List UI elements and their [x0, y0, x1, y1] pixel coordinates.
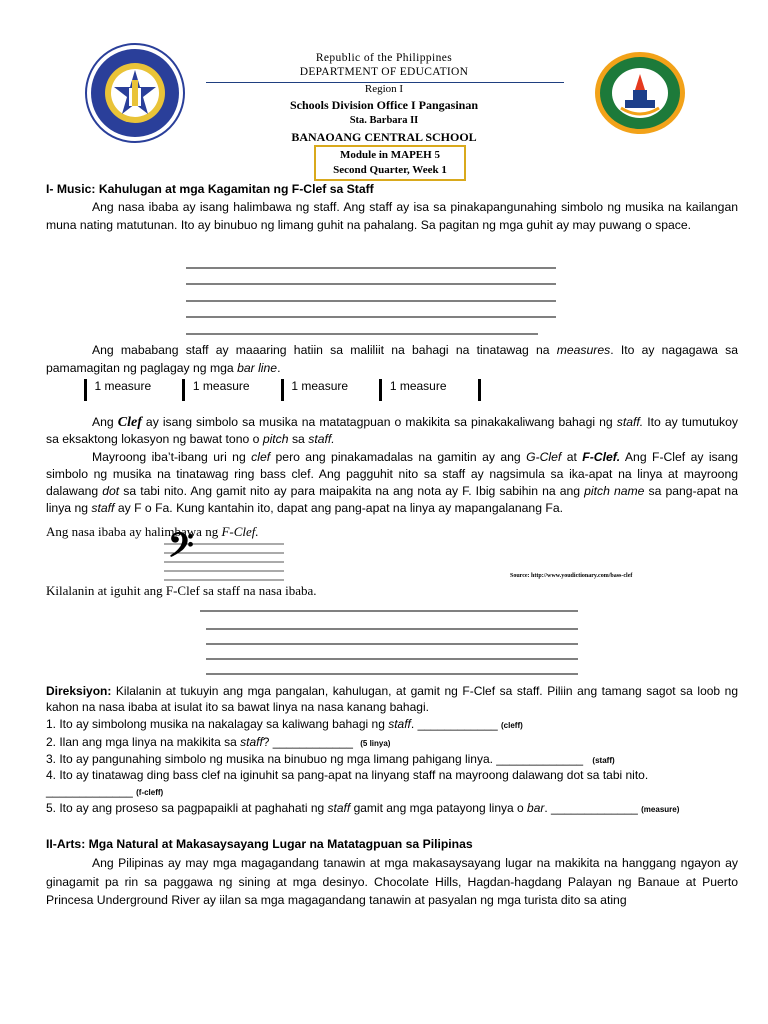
arts-section-title: II-Arts: Mga Natural at Makasaysayang Lugar na Matatagpuan sa Pilipinas: [46, 837, 473, 851]
answer-2: (5 linya): [360, 739, 391, 748]
question-5: 5. Ito ay ang proseso sa pagpapaikli at paghahati ng staff gamit ang mga patayong linya o bar. _____________ (measure): [46, 801, 680, 815]
answer-4: (f-cleff): [136, 788, 164, 797]
header-department: DEPARTMENT OF EDUCATION: [299, 66, 469, 78]
bar-line: [281, 379, 284, 401]
staff-example-1: [186, 266, 558, 338]
question-4: 4. Ito ay tinatawag ding bass clef na iginuhit sa pang-apat na linyang staff na mayroong dalawang dot sa tabi nito.: [46, 768, 649, 782]
header-district: Sta. Barbara II: [349, 115, 419, 126]
header-republic: Republic of the Philippines: [315, 52, 453, 64]
module-week: Second Quarter, Week 1: [333, 164, 447, 176]
bar-line: [84, 379, 87, 401]
answer-1: (cleff): [501, 721, 523, 730]
measure-label: 1 measure: [192, 379, 250, 393]
question-2: 2. Ilan ang mga linya na makikita sa staff? ____________ (5 linya): [46, 735, 391, 749]
bar-line: [182, 379, 185, 401]
header-division: Schools Division Office I Pangasinan: [289, 98, 479, 112]
question-3: 3. Ito ay pangunahing simbolo ng musika na binubuo ng mga limang pahigang linya. _____________ (staff): [46, 752, 615, 766]
bar-line: [478, 379, 481, 401]
header-school: BANAOANG CENTRAL SCHOOL: [291, 130, 477, 144]
music-paragraph-6: Kilalanin at iguhit ang F-Clef sa staff na nasa ibaba.: [46, 583, 317, 598]
arts-paragraph-1: Ang Pilipinas ay may mga magagandang tanawin at mga makasaysayang lugar na makikita na hanggang ngayon ay ginagamit pa rin sa paggawa ng sining at mga desinyo. Chocolate Hills, Hagdan-hagdang Palayan ng Banaue at Puerto Princesa Underground River ay iilan sa mga magagandang tanawin at pasyalan ng mga turista dito sa ating: [46, 856, 738, 907]
staff-drawing-area: [200, 604, 580, 676]
question-4-blank: _____________ (f-cleff): [46, 784, 164, 798]
bar-line: [379, 379, 382, 401]
direksiyon-paragraph: Direksiyon: Kilalanin at tukuyin ang mga pangalan, kahulugan, at gamit ng F-Clef sa staff. Piliin ang tamang sagot sa loob ng kahon na nasa ibaba at isulat ito sa bawat linya na nasa kanang bahagi.: [46, 684, 738, 714]
answer-3: (staff): [592, 756, 615, 765]
bass-clef-icon: 𝄢: [168, 527, 194, 573]
music-paragraph-3: Ang Clef ay isang simbolo sa musika na matatagpuan o makikita sa pinakakaliwang bahagi ng staff. Ito ay tumutukoy sa eksaktong lokasyon ng bawat tono o pitch sa staff.: [46, 415, 738, 446]
measures-row: [84, 379, 447, 409]
music-paragraph-5: Ang nasa ibaba ay halimbawa ng F-Clef.: [46, 524, 259, 539]
header-region: Region I: [364, 83, 404, 95]
music-paragraph-1: Ang nasa ibaba ay isang halimbawa ng staff. Ang staff ay isa sa pinakapangunahing simbolo ng musika na kailangan muna nating matutunan. Ito ay binubuo ng limang guhit na pahalang. Sa pagitan ng mga guhit ay may puwang o space.: [46, 200, 738, 232]
music-paragraph-2: Ang mababang staff ay maaaring hatiin sa maliliit na bahagi na tinatawag na measures. Ito ay nagagawa sa pamamagitan ng paglagay ng mga bar line.: [46, 343, 738, 375]
answer-5: (measure): [641, 805, 680, 814]
measure-label: 1 measure: [291, 379, 349, 393]
question-1: 1. Ito ay simbolong musika na nakalagay sa kaliwang bahagi ng staff. ____________ (cleff): [46, 717, 523, 731]
image-source: Source: http://www.youdictionary.com/bass-clef: [510, 573, 633, 579]
module-box: [314, 145, 466, 181]
measure-label: 1 measure: [389, 379, 447, 393]
direksiyon-label: Direksiyon:: [46, 684, 112, 698]
measure-label: 1 measure: [94, 379, 152, 393]
module-title: Module in MAPEH 5: [340, 149, 440, 161]
music-paragraph-4: Mayroong iba’t-ibang uri ng clef pero ang pinakamadalas na gamitin ay ang G-Clef at F-Clef. Ang F-Clef ay isang simbolo ng musika na tinatawag ring bass clef. Ang pagguhit nito sa staff ay nagsimula sa ika-apat na linya at mayroong dalawang dot sa tabi nito. Ang gamit nito ay para maipakita na ang nota ay F. Ibig sabihin na ang pitch name sa pang-apat na linya ng staff ay F o Fa. Kung kantahin ito, dapat ang pang-apat na linya ay mapangalanang Fa.: [46, 450, 738, 515]
music-section-title: I- Music: Kahulugan at mga Kagamitan ng F-Clef sa Staff: [46, 182, 374, 196]
